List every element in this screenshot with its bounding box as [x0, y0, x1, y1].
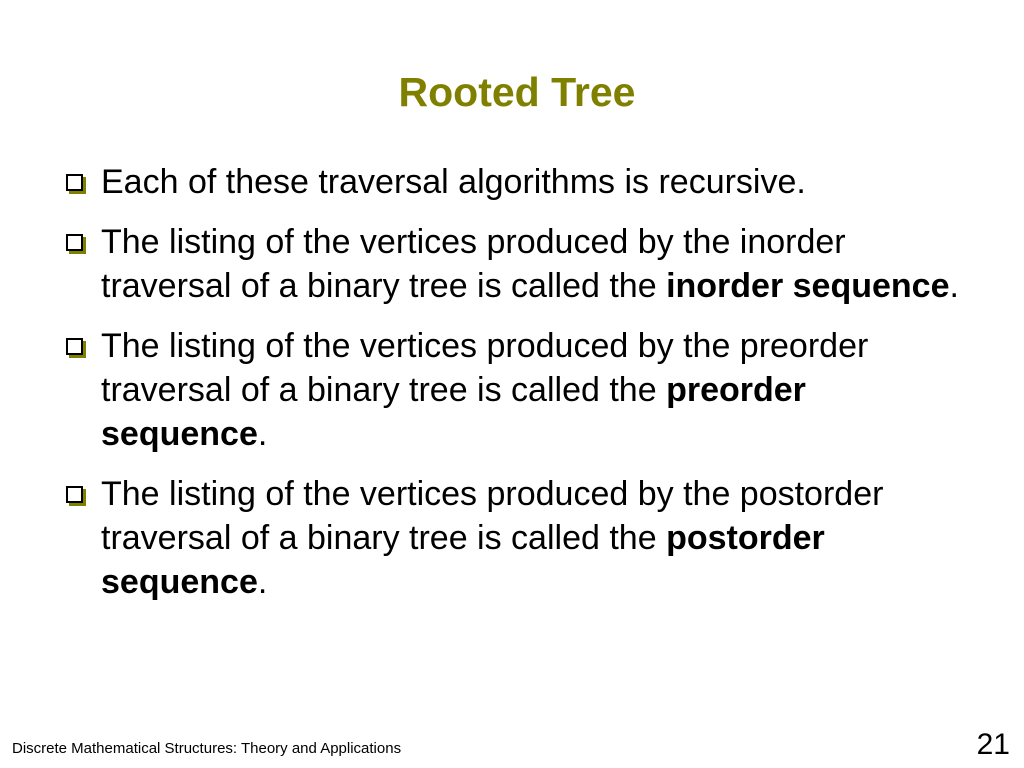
bullet-text: The listing of the vertices produced by the postorder traversal of a binary tree is called the [101, 475, 884, 557]
preorder-sequence-term: preorder sequence [101, 371, 806, 453]
page-number: 21 [976, 728, 1010, 761]
square-bullet-icon [66, 174, 83, 191]
bullet-suffix: . [257, 415, 268, 453]
square-bullet-icon [66, 338, 83, 355]
postorder-sequence-term: postorder sequence [101, 519, 825, 601]
square-bullet-icon [66, 486, 83, 503]
bullet-item-postorder [66, 472, 966, 604]
bullet-item-recursive [66, 160, 966, 204]
bullet-list [66, 160, 966, 620]
bullet-text: Each of these traversal algorithms is recursive. [101, 163, 806, 201]
slide-title: Rooted Tree [398, 69, 636, 115]
bullet-item-preorder [66, 324, 966, 456]
square-bullet-icon [66, 234, 83, 251]
bullet-suffix: . [949, 267, 959, 305]
bullet-text: The listing of the vertices produced by the preorder traversal of a binary tree is called the [101, 327, 869, 409]
bullet-text: The listing of the vertices produced by the inorder traversal of a binary tree is called the [101, 223, 846, 305]
footer-course-title: Discrete Mathematical Structures: Theory and Applications [12, 740, 402, 757]
inorder-sequence-term: inorder sequence [666, 267, 950, 305]
bullet-suffix: . [257, 563, 268, 601]
bullet-item-inorder [66, 220, 966, 308]
